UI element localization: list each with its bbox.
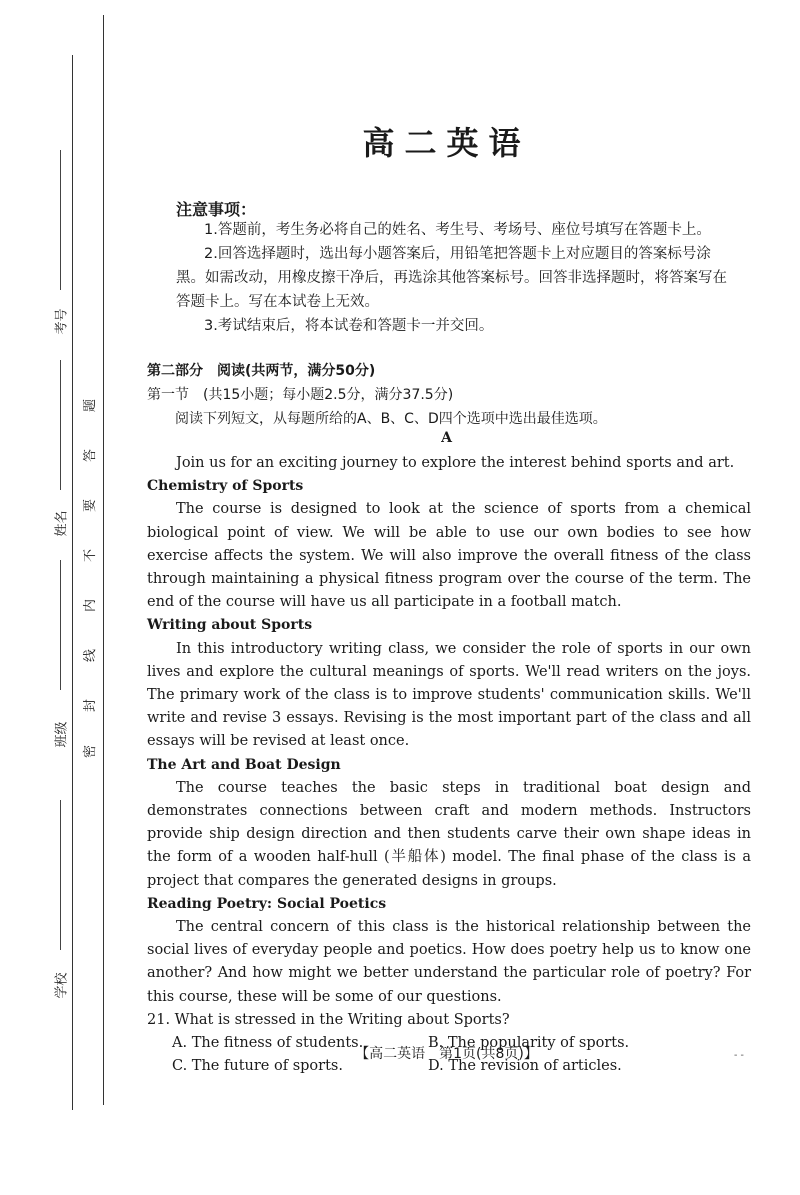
class-blank[interactable] [60, 560, 61, 690]
school-label: 学校 [54, 972, 70, 999]
name-blank[interactable] [60, 360, 61, 490]
seal-char: 答 [83, 448, 99, 463]
notice-list [176, 218, 736, 338]
seal-char: 不 [83, 548, 99, 563]
option-b: B. The popularity of sports. [428, 1035, 630, 1052]
page-footer: 【高二英语 第1页(共8页)】 [355, 1046, 538, 1062]
course-body: In this introductory writing class, we consider the role of sports in our own lives and explore the cultural meanings of sports. We'll read writers on the joys. The primary work of the class is to improve students' communication skills. We'll write and revise 3 essays. Revising is the most important part of the class and all essays will be revised at least once. [147, 640, 751, 750]
option-d: D. The revision of articles. [428, 1058, 622, 1075]
course-body: The course teaches the basic steps in traditional boat design and demonstrates connections between craft and modern methods. Instructors provide ship design direction and then students carve their own shape ideas in the form of a wooden half-hull (半船体) model. The final phase of the class is a project that compares the generated designs in groups. [147, 779, 751, 889]
option-c: C. The future of sports. [172, 1058, 343, 1075]
school-blank[interactable] [60, 800, 61, 950]
course-heading: Reading Poetry: Social Poetics [147, 895, 387, 912]
notice-heading: 注意事项： [176, 200, 257, 219]
seal-char: 题 [83, 398, 99, 413]
passage-letter: A [441, 430, 452, 446]
passage-intro: Join us for an exciting journey to explore the interest behind sports and art. [176, 455, 735, 471]
course-heading: The Art and Boat Design [147, 756, 341, 773]
exam-no-blank[interactable] [60, 150, 61, 290]
seal-char: 内 [83, 598, 99, 613]
course-body: The central concern of this class is the historical relationship between the social lives of everyday people and poetics. How does poetry help us to know one another? And how might we better understand the particular role of poetry? For this course, these will be some of our questions. [147, 919, 751, 1005]
option-a: A. The fitness of students. [172, 1035, 364, 1052]
course-body: The course is designed to look at the science of sports from a chemical biological point of view. We will be able to use our own bodies to see how exercise affects the system. We will also improve the overall fitness of the class through maintaining a physical fitness program over the course of the term. The end of the course will have us all participate in a football match. [147, 501, 751, 611]
exam-no-label: 考号 [54, 308, 70, 335]
passage [147, 452, 751, 1078]
binding-line-outer [72, 55, 73, 1110]
seal-char: 要 [83, 498, 99, 513]
notice-item: 1.答题前，考生务必将自己的姓名、考生号、考场号、座位号填写在答题卡上。 [204, 222, 711, 238]
section-heading: 第一节 (共15小题；每小题2.5分，满分37.5分) [147, 387, 454, 403]
seal-char: 封 [83, 698, 99, 713]
name-label: 姓名 [54, 510, 70, 537]
part-heading: 第二部分 阅读(共两节，满分50分) [147, 363, 376, 379]
binding-line-inner [103, 15, 104, 1105]
class-label: 班级 [54, 721, 70, 748]
seal-char: 线 [83, 648, 99, 663]
question-stem: 21. What is stressed in the Writing about Sports? [147, 1011, 510, 1028]
course-heading: Writing about Sports [147, 617, 313, 634]
page-title: 高二英语 [362, 124, 531, 162]
seal-char: 密 [83, 744, 99, 759]
course-heading: Chemistry of Sports [147, 478, 304, 495]
instruction: 阅读下列短文，从每题所给的A、B、C、D四个选项中选出最佳选项。 [175, 411, 607, 427]
dash-mark: - - [734, 1050, 744, 1061]
notice-item: 3.考试结束后，将本试卷和答题卡一并交回。 [204, 318, 494, 334]
notice-item: 2.回答选择题时，选出每小题答案后，用铅笔把答题卡上对应题目的答案标号涂黑。如需改动，用橡皮擦干净后，再选涂其他答案标号。回答非选择题时，将答案写在答题卡上。写在本试卷上无效。 [176, 246, 727, 310]
